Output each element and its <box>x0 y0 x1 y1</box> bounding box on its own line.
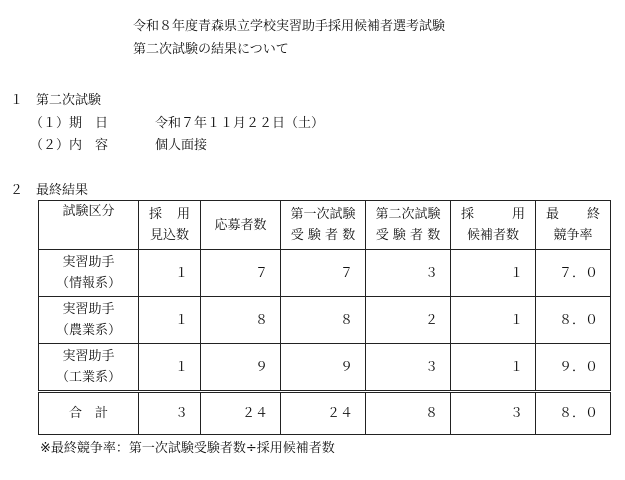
total-applicants: ２４ <box>201 392 281 435</box>
total-second-exam-takers: ８ <box>366 392 451 435</box>
row-category <box>39 297 139 344</box>
cell-competition-rate: ８．０ <box>536 297 611 344</box>
header-planned-hires-char2: 用 <box>176 207 190 222</box>
cell-hire-candidates: １ <box>451 297 536 344</box>
header-planned-hires-line2: 見込数 <box>149 228 189 243</box>
cell-hire-candidates: １ <box>451 250 536 297</box>
table-row <box>39 297 611 344</box>
exam-content-value: 個人面接 <box>155 138 208 153</box>
total-label: 合 計 <box>39 392 139 435</box>
header-first-exam-line2: 受 験 者 数 <box>290 228 356 243</box>
cell-hire-candidates: １ <box>451 344 536 392</box>
header-final-rate-line2: 競争率 <box>553 228 593 243</box>
total-planned-hires: ３ <box>139 392 201 435</box>
row-category-line2: （情報系） <box>55 276 121 291</box>
total-first-exam-takers: ２４ <box>281 392 366 435</box>
cell-competition-rate: ７．０ <box>536 250 611 297</box>
cell-applicants: ７ <box>201 250 281 297</box>
table-total-row <box>39 392 611 435</box>
exam-content-label: （２）内 容 <box>30 138 109 153</box>
row-category-line2: （農業系） <box>55 323 121 338</box>
total-competition-rate: ８．０ <box>536 392 611 435</box>
document-title-line1: 令和８年度青森県立学校実習助手採用候補者選考試験 <box>133 19 446 34</box>
exam-date-label: （１）期 日 <box>30 116 109 131</box>
cell-first-exam-takers: ７ <box>281 250 366 297</box>
cell-first-exam-takers: ８ <box>281 297 366 344</box>
table-header-row <box>39 201 611 250</box>
header-final-competition-rate <box>536 201 611 250</box>
header-exam-category-text: 試験区分 <box>62 204 115 219</box>
exam-date-value: 令和７年１１月２２日（土） <box>155 116 325 131</box>
header-hire-candidates-char2: 用 <box>511 207 525 222</box>
header-first-exam-takers <box>281 201 366 250</box>
header-final-rate-line1 <box>536 204 610 225</box>
cell-competition-rate: ９．０ <box>536 344 611 392</box>
document-title-line2: 第二次試験の結果について <box>133 42 289 57</box>
header-planned-hires-line1 <box>139 204 200 225</box>
section1-heading: １ 第二次試験 <box>10 93 102 108</box>
header-hire-candidates-line1 <box>451 204 535 225</box>
cell-second-exam-takers: ２ <box>366 297 451 344</box>
header-hire-candidates-char1: 採 <box>461 207 475 222</box>
cell-second-exam-takers: ３ <box>366 344 451 392</box>
header-applicants <box>201 201 281 250</box>
header-second-exam-line1: 第二次試験 <box>375 207 441 222</box>
table-row <box>39 344 611 392</box>
header-planned-hires <box>139 201 201 250</box>
row-category-line1: 実習助手 <box>62 255 115 270</box>
results-table <box>38 200 611 435</box>
header-applicants-text: 応募者数 <box>214 217 267 233</box>
cell-planned-hires: １ <box>139 344 201 392</box>
footnote: ※最終競争率：第一次試験受験者数÷採用候補者数 <box>40 441 335 456</box>
cell-applicants: ８ <box>201 297 281 344</box>
header-planned-hires-char1: 採 <box>149 207 163 222</box>
header-hire-candidates-line2: 候補者数 <box>466 228 519 243</box>
total-hire-candidates: ３ <box>451 392 536 435</box>
cell-planned-hires: １ <box>139 250 201 297</box>
row-category-line2: （工業系） <box>55 370 121 385</box>
header-second-exam-line2: 受 験 者 数 <box>375 228 441 243</box>
header-final-rate-char2: 終 <box>586 207 600 222</box>
header-first-exam-line1: 第一次試験 <box>290 207 356 222</box>
cell-planned-hires: １ <box>139 297 201 344</box>
header-exam-category <box>39 201 139 250</box>
cell-first-exam-takers: ９ <box>281 344 366 392</box>
row-category-line1: 実習助手 <box>62 349 115 364</box>
row-category <box>39 250 139 297</box>
section2-heading: ２ 最終結果 <box>10 183 89 198</box>
row-category <box>39 344 139 392</box>
header-second-exam-takers <box>366 201 451 250</box>
row-category-line1: 実習助手 <box>62 302 115 317</box>
cell-second-exam-takers: ３ <box>366 250 451 297</box>
header-hire-candidates <box>451 201 536 250</box>
cell-applicants: ９ <box>201 344 281 392</box>
header-final-rate-char1: 最 <box>546 207 560 222</box>
table-row <box>39 250 611 297</box>
